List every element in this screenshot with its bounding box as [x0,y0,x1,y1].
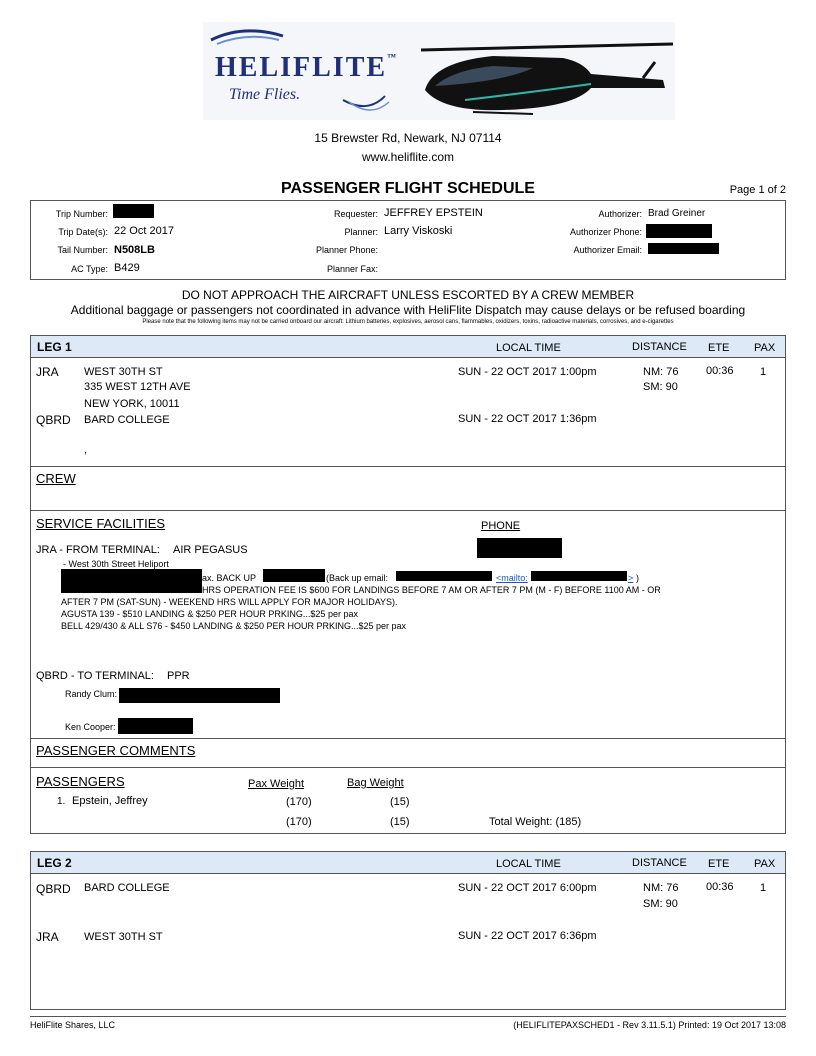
bell-fee: BELL 429/430 & ALL S76 - $450 LANDING & $250 PER HOUR PRKING...$25 per pax [61,621,407,631]
crew-divider [31,466,785,467]
baggage-notice: Additional baggage or passengers not coordinated in advance with HeliFlite Dispatch may cause delays or be refused boarding [70,303,746,317]
total-bag-weight: (15) [390,816,410,828]
backup-email-label: (Back up email: [326,573,389,583]
leg1-arrival-time: SUN - 22 OCT 2017 1:36pm [458,413,597,425]
passenger-pax-weight: (170) [286,796,312,808]
trip-dates-value: 22 Oct 2017 [114,225,174,237]
page-title: PASSENGER FLIGHT SCHEDULE [281,180,535,197]
mailto-link[interactable]: <mailto: [496,573,528,583]
trademark-symbol: ™ [387,52,399,62]
leg2-pax: 1 [760,882,767,894]
leg1-departure-name: WEST 30TH ST [84,366,163,378]
hours-fee-line2: AFTER 7 PM (SAT-SUN) - WEEKEND HRS WILL APPLY FOR MAJOR HOLIDAYS). [61,597,398,607]
mailto-link-end[interactable]: > [628,573,634,583]
from-terminal-label: JRA - FROM TERMINAL: [36,544,160,556]
authorizer-value: Brad Greiner [648,208,706,219]
footer-company: HeliFlite Shares, LLC [30,1020,116,1030]
requester-label: Requester: [333,209,378,219]
redacted-backup-number [263,569,325,582]
redacted-authorizer-phone [646,224,712,238]
company-address: 15 Brewster Rd, Newark, NJ 07114 [314,131,502,145]
leg1-arrival-name: BARD COLLEGE [84,414,170,426]
backup-email-close: ) [636,573,639,583]
leg1-arrival-comma: , [84,444,88,456]
escort-notice: DO NOT APPROACH THE AIRCRAFT UNLESS ESCORTED BY A CREW MEMBER [181,288,635,302]
leg1-arrival-code: QBRD [36,413,71,427]
leg2-departure-name: BARD COLLEGE [84,882,170,894]
brand-slogan: Time Flies. [229,86,301,103]
redacted-mailto-address [531,571,627,581]
leg1-local-time-header: LOCAL TIME [496,342,561,354]
leg2-ete: 00:36 [706,881,734,893]
leg1-title: LEG 1 [37,340,72,354]
redacted-ken-phone [118,718,193,734]
leg1-pax-header: PAX [754,342,776,354]
planner-label: Planner: [344,227,378,237]
passenger-comments-title: PASSENGER COMMENTS [36,743,196,758]
redacted-randy-phone [119,688,280,703]
to-terminal-name: PPR [167,670,190,682]
requester-value: JEFFREY EPSTEIN [384,207,483,219]
hours-fee-line1: HRS OPERATION FEE IS $600 FOR LANDINGS BEFORE 7 AM OR AFTER 7 PM (M - F) BEFORE 1100 AM - OR [202,585,661,595]
leg2-departure-code: QBRD [36,882,71,896]
leg2-arrival-time: SUN - 22 OCT 2017 6:36pm [458,930,597,942]
pax-weight-header: Pax Weight [248,778,305,790]
redacted-backup-email [396,571,492,581]
footer-print-info: (HELIFLITEPAXSCHED1 - Rev 3.11.5.1) Printed: 19 Oct 2017 13:08 [513,1020,786,1030]
agusta-fee: AGUSTA 139 - $510 LANDING & $250 PER HOUR PRKING...$25 per pax [61,609,358,619]
leg2-departure-time: SUN - 22 OCT 2017 6:00pm [458,882,597,894]
contact-randy-label: Randy Clum: [65,689,118,699]
leg2-ete-header: ETE [708,858,730,870]
planner-phone-label: Planner Phone: [315,245,378,255]
leg2-pax-header: PAX [754,858,776,870]
leg2-distance-header: DISTANCE [632,857,687,869]
leg2-sm: SM: 90 [643,898,678,910]
redacted-authorizer-email [648,243,719,254]
contact-ken-label: Ken Cooper: [65,722,116,732]
leg1-departure-time: SUN - 22 OCT 2017 1:00pm [458,366,597,378]
service-facilities-title: SERVICE FACILITIES [36,516,166,531]
passenger-name: Epstein, Jeffrey [72,795,148,807]
comments-divider [31,738,785,739]
planner-fax-label: Planner Fax: [326,264,378,274]
passengers-title: PASSENGERS [36,774,125,789]
ac-type-value: B429 [114,262,140,274]
planner-value: Larry Viskoski [384,225,453,237]
prohibited-items-notice: Please note that the following items may not be carried onboard our aircraft: Lithium batteries, explosives, aerosol cans, flammables, oxidizers, toxins, radioactive materials, corrosives, and e-cigarettes [142,319,674,325]
total-weight: Total Weight: (185) [489,816,582,828]
bag-weight-header: Bag Weight [347,777,404,789]
redacted-trip-number [113,204,154,218]
redacted-fax-number [61,569,202,593]
fax-backup-text: ax. BACK UP [202,573,257,583]
page-number: Page 1 of 2 [729,184,786,196]
passengers-divider [31,767,785,768]
authorizer-label: Authorizer: [598,209,642,219]
leg1-ete-header: ETE [708,342,730,354]
leg1-departure-code: JRA [36,365,59,379]
service-phone-label: PHONE [481,520,521,532]
company-website: www.heliflite.com [361,150,455,164]
crew-section-title: CREW [36,471,76,486]
leg1-distance-header: DISTANCE [632,341,687,353]
company-logo [203,22,675,120]
service-divider [31,510,785,511]
leg1-sm: SM: 90 [643,381,678,393]
tail-number-label: Tail Number: [57,245,108,255]
passenger-row-number: 1. [57,796,66,807]
heliport-name: - West 30th Street Heliport [63,559,169,569]
leg1-ete: 00:36 [706,365,734,377]
total-pax-weight: (170) [286,816,312,828]
passenger-bag-weight: (15) [390,796,410,808]
leg1-nm: NM: 76 [643,366,679,378]
from-terminal-name: AIR PEGASUS [173,544,248,556]
trip-number-label: Trip Number: [55,209,108,219]
footer-rule [30,1016,786,1017]
authorizer-email-label: Authorizer Email: [573,245,642,255]
brand-name: HELIFLITE™ [215,52,399,83]
leg2-arrival-name: WEST 30TH ST [84,931,163,943]
leg1-pax: 1 [760,366,767,378]
leg2-title: LEG 2 [37,856,72,870]
tail-number-value: N508LB [114,244,155,256]
leg2-local-time-header: LOCAL TIME [496,858,561,870]
leg1-departure-address1: 335 WEST 12TH AVE [84,381,191,393]
trip-dates-label: Trip Date(s): [58,227,108,237]
leg2-nm: NM: 76 [643,882,679,894]
leg1-departure-address2: NEW YORK, 10011 [84,398,180,410]
ac-type-label: AC Type: [71,264,108,274]
redacted-service-phone [477,538,562,558]
to-terminal-label: QBRD - TO TERMINAL: [36,670,154,682]
leg2-arrival-code: JRA [36,930,59,944]
authorizer-phone-label: Authorizer Phone: [569,227,642,237]
